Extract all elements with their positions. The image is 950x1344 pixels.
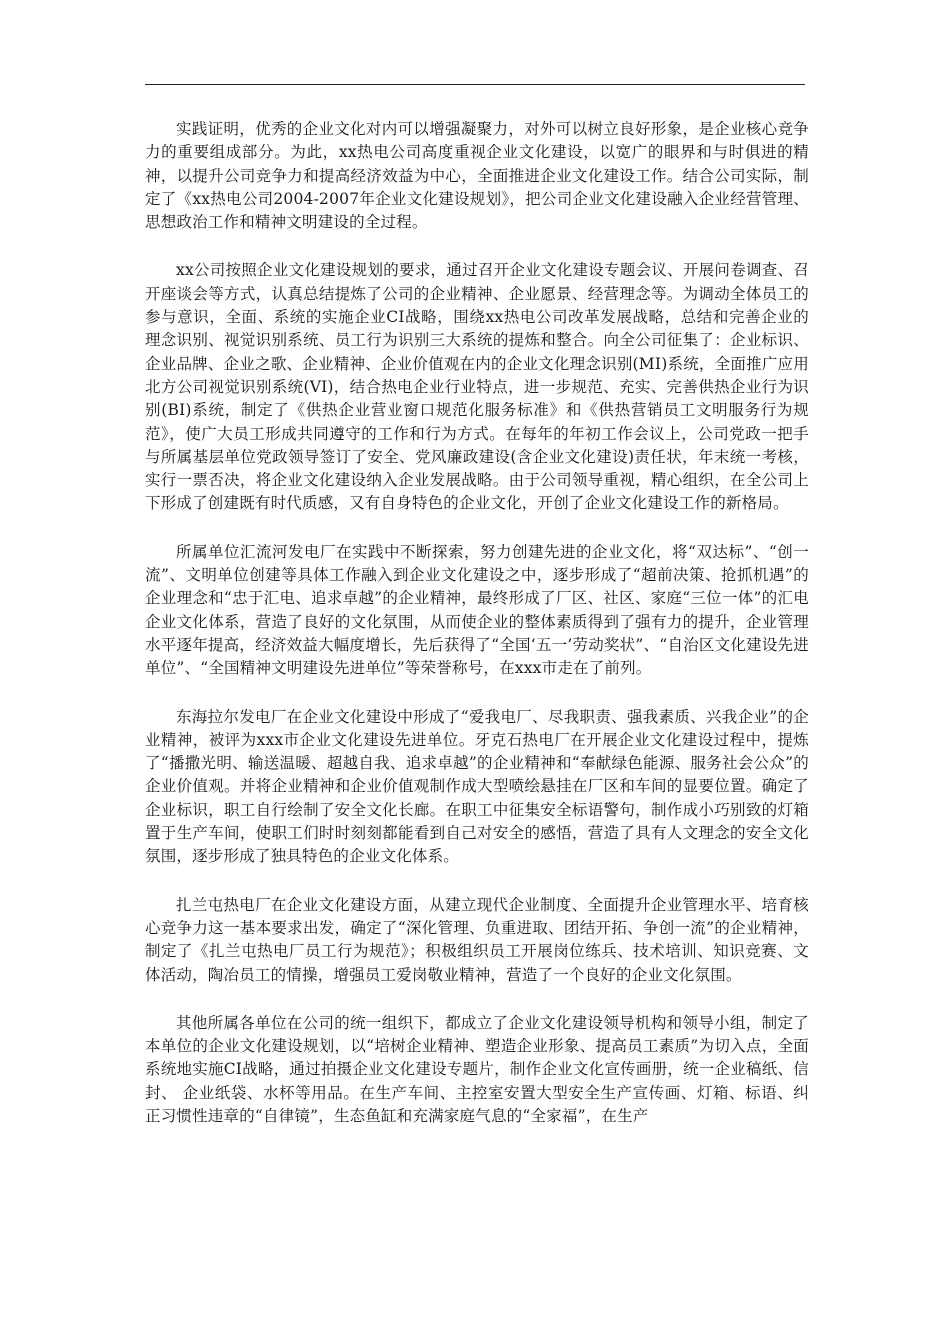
paragraph-5: 扎兰屯热电厂在企业文化建设方面，从建立现代企业制度、全面提升企业管理水平、培育核心竞争力这一基本要求出发，确定了“深化管理、负重进取、团结开拓、争创一流”的企业精神，制定了《扎兰屯热电厂员工行为规范》；积极组织员工开展岗位练兵、技术培训、知识竞赛、文体活动，陶冶员工的情操，增强员工爱岗敬业精神，营造了一个良好的企业文化氛围。 bbox=[145, 895, 809, 984]
paragraph-4: 东海拉尔发电厂在企业文化建设中形成了“爱我电厂、尽我职责、强我素质、兴我企业”的企业精神，被评为xxx市企业文化建设先进单位。牙克石热电厂在开展企业文化建设过程中，提炼了“播撒光明、输送温暖、超越自我、追求卓越”的企业精神和“奉献绿色能源、服务社会公众”的企业价值观。并将企业精神和企业价值观制作成大型喷绘悬挂在厂区和车间的显要位置。确定了企业标识，职工自行绘制了安全文化长廊。在职工中征集安全标语警句，制作成小巧别致的灯箱置于生产车间，使职工们时时刻刻都能看到自己对安全的感悟，营造了具有人文理念的安全文化氛围，逐步形成了独具特色的企业文化体系。 bbox=[145, 707, 809, 866]
paragraph-1: 实践证明，优秀的企业文化对内可以增强凝聚力，对外可以树立良好形象，是企业核心竞争力的重要组成部分。为此，xx热电公司高度重视企业文化建设，以宽广的眼界和与时俱进的精神，以提升公司竞争力和提高经济效益为中心，全面推进企业文化建设工作。结合公司实际，制定了《xx热电公司2004-2007年企业文化建设规划》，把公司企业文化建设融入企业经营管理、思想政治工作和精神文明建设的全过程。 bbox=[145, 120, 809, 232]
paragraph-2: xx公司按照企业文化建设规划的要求，通过召开企业文化建设专题会议、开展问卷调查、召开座谈会等方式，认真总结提炼了公司的企业精神、企业愿景、经营理念等。为调动全体员工的参与意识，全面、系统的实施企业CI战略，围绕xx热电公司改革发展战略，总结和完善企业的理念识别、视觉识别系统、员工行为识别三大系统的提炼和整合。向全公司征集了：企业标识、企业品牌、企业之歌、企业精神、企业价值观在内的企业文化理念识别(MI)系统，全面推广应用北方公司视觉识别系统(VI)，结合热电企业行业特点，进一步规范、充实、完善供热企业行为识别(BI)系统，制定了《供热企业营业窗口规范化服务标准》和《供热营销员工文明服务行为规范》，使广大员工形成共同遵守的工作和行为方式。在每年的年初工作会议上，公司党政一把手与所属基层单位党政领导签订了安全、党风廉政建设(含企业文化建设)责任状，年末统一考核，实行一票否决，将企业文化建设纳入企业发展战略。由于公司领导重视，精心组织，在全公司上下形成了创建既有时代质感，又有自身特色的企业文化，开创了企业文化建设工作的新格局。 bbox=[145, 261, 809, 513]
paragraph-3: 所属单位汇流河发电厂在实践中不断探索，努力创建先进的企业文化，将“双达标”、“创一流”、文明单位创建等具体工作融入到企业文化建设之中，逐步形成了“超前决策、抢抓机遇”的企业理念和“忠于汇电、追求卓越”的企业精神，最终形成了厂区、社区、家庭“三位一体”的汇电企业文化体系，营造了良好的文化氛围，从而使企业的整体素质得到了强有力的提升，企业管理水平逐年提高，经济效益大幅度增长，先后获得了“全国‘五一’劳动奖状”、“自治区文化建设先进单位”、“全国精神文明建设先进单位”等荣誉称号，在xxx市走在了前列。 bbox=[145, 542, 809, 678]
document-body bbox=[145, 118, 809, 1128]
paragraph-6: 其他所属各单位在公司的统一组织下，都成立了企业文化建设领导机构和领导小组，制定了本单位的企业文化建设规划，以“培树企业精神、塑造企业形象、提高员工素质”为切入点，全面系统地实施CI战略，通过拍摄企业文化建设专题片，制作企业文化宣传画册，统一企业稿纸、信封、 企业纸袋、水杯等用品。在生产车间、主控室安置大型安全生产宣传画、灯箱、标语、纠正习惯性违章的“自律镜”，生态鱼缸和充满家庭气息的“全家福”，在生产 bbox=[145, 1013, 809, 1125]
header-rule bbox=[145, 84, 805, 85]
